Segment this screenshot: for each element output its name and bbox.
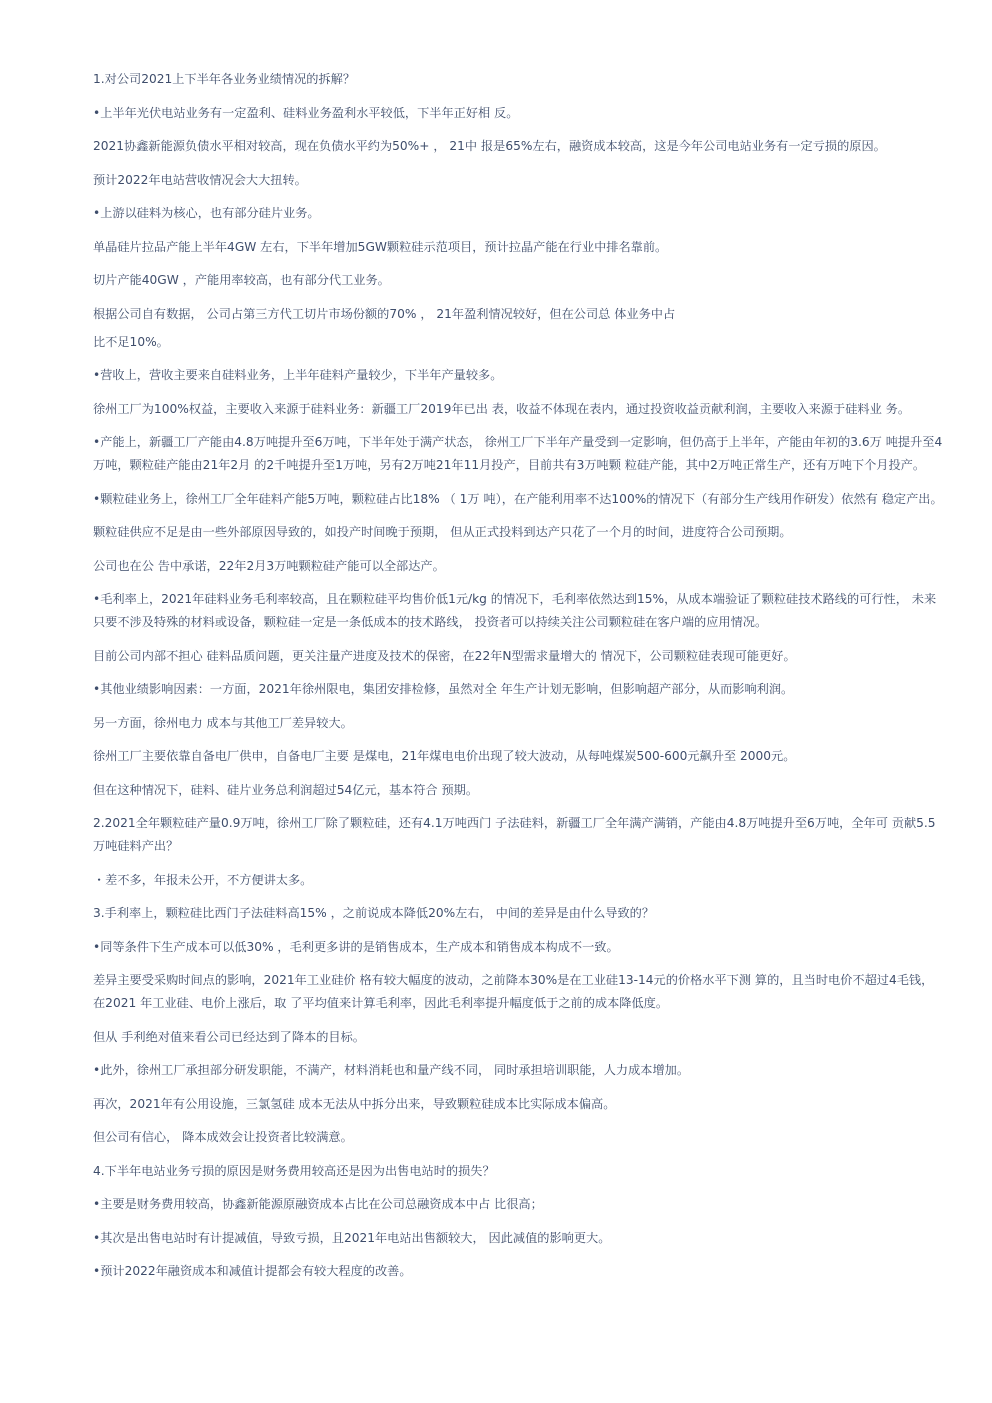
paragraph: 再次，2021年有公用设施，三氯氢硅 成本无法从中拆分出来，导致颗粒硅成本比实际成本偏高。 bbox=[93, 1096, 616, 1111]
document-body bbox=[93, 68, 945, 1294]
paragraph: •其次是出售电站时有计提减值，导致亏损，且2021年电站出售额较大， 因此减值的影响更大。 bbox=[93, 1230, 611, 1245]
paragraph: 4.下半年电站业务亏损的原因是财务费用较高还是因为出售电站时的损失？ bbox=[93, 1163, 495, 1178]
paragraph: •毛利率上，2021年硅料业务毛利率较高，且在颗粒硅平均售价低1元/kg 的情况下，毛利率依然达到15%，从成本端验证了颗粒硅技术路线的可行性， 未来只要不涉及特殊的材料或设备，颗粒硅一定是一条低成本的技术路线， 投资者可以持续关注公司颗粒硅在客户端的应用情况。 bbox=[93, 592, 937, 629]
paragraph: 目前公司内部不担心 硅料品质问题，更关注量产进度及技术的保密，在22年N型需求量增大的 情况下，公司颗粒硅表现可能更好。 bbox=[93, 648, 796, 663]
paragraph: 切片产能40GW ，产能用率较高，也有部分代工业务。 bbox=[93, 273, 390, 287]
paragraph: 预计2022年电站营收情况会大大扭转。 bbox=[93, 172, 307, 187]
paragraph: •此外，徐州工厂承担部分研发职能，不满产，材料消耗也和量产线不同， 同时承担培训职能，人力成本增加。 bbox=[93, 1063, 690, 1077]
paragraph: 差异主要受采购时间点的影响，2021年工业硅价 格有较大幅度的波动，之前降本30%是在工业硅13-14元的价格水平下测 算的，且当时电价不超过4毛钱，在2021 年工业硅、电价上涨后，取 了平均值来计算毛利率，因此毛利率提升幅度低于之前的成本降低度。 bbox=[93, 973, 934, 1010]
paragraph: •营收上，营收主要来自硅料业务，上半年硅料产量较少，下半年产量较多。 bbox=[93, 368, 503, 382]
paragraph: 另一方面，徐州电力 成本与其他工厂差异较大。 bbox=[93, 715, 353, 730]
paragraph: 2.2021全年颗粒硅产量0.9万吨，徐州工厂除了颗粒硅，还有4.1万吨西门 子法硅料，新疆工厂全年满产满销，产能由4.8万吨提升至6万吨，全年可 贡献5.5万吨硅料产出？ bbox=[93, 816, 936, 853]
paragraph: 公司也在公 告中承诺，22年2月3万吨颗粒硅产能可以全部达产。 bbox=[93, 558, 445, 573]
paragraph: 单晶硅片拉品产能上半年4GW 左右，下半年增加5GW颗粒硅示范项目，预计拉晶产能在行业中排名靠前。 bbox=[93, 239, 668, 254]
paragraph: •预计2022年融资成本和减值计提都会有较大程度的改善。 bbox=[93, 1264, 412, 1278]
paragraph: 2021协鑫新能源负债水平相对较高，现在负债水平约为50%+ ， 21中 报是65%左右，融资成本较高，这是今年公司电站业务有一定亏损的原因。 bbox=[93, 139, 886, 153]
paragraph: 根据公司自有数据， 公司占第三方代工切片市场份额的70% ， 21年盈利情况较好，但在公司总 体业务中占 bbox=[93, 306, 676, 321]
paragraph: •产能上，新疆工厂产能由4.8万吨提升至6万吨，下半年处于满产状态， 徐州工厂下半年产量受到一定影响，但仍高于上半年，产能由年初的3.6万 吨提升至4万吨，颗粒硅产能由21年2月 的2千吨提升至1万吨，另有2万吨21年11月投产，目前共有3万吨颗 粒硅产能，其中2万吨正常生产，还有万吨下个月投产。 bbox=[93, 435, 943, 472]
paragraph: •颗粒硅业务上，徐州工厂全年硅料产能5万吨，颗粒硅占比18% （ 1万 吨），在产能利用率不达100%的情况下（有部分生产线用作研发）依然有 稳定产出。 bbox=[93, 491, 943, 506]
paragraph: 3.手利率上，颗粒硅比西门子法硅料高15% ，之前说成本降低20%左右， 中间的差异是由什么导致的？ bbox=[93, 906, 655, 920]
paragraph: •上半年光伏电站业务有一定盈利、硅料业务盈利水平较低，下半年正好相 反。 bbox=[93, 105, 519, 120]
paragraph: 徐州工厂为100%权益，主要收入来源于硅料业务：新疆工厂2019年已出 表，收益不体现在表内，通过投资收益贡献利润，主要收入来源于硅料业 务。 bbox=[93, 401, 911, 416]
paragraph: •同等条件下生产成本可以低30% ，毛利更多讲的是销售成本，生产成本和销售成本构成不一致。 bbox=[93, 939, 619, 954]
paragraph: 徐州工厂主要依靠自备电厂供申，自备电厂主要 是煤电，21年煤电电价出现了较大波动，从每吨煤炭500-600元飙升至 2000元。 bbox=[93, 749, 796, 763]
paragraph: ・差不多，年报未公开，不方便讲太多。 bbox=[93, 872, 313, 887]
paragraph: •上游以硅料为核心，也有部分硅片业务。 bbox=[93, 206, 320, 220]
paragraph: •其他业绩影响因素：一方面，2021年徐州限电，集团安排检修，虽然对全 年生产计划无影响，但影响超产部分，从而影响利润。 bbox=[93, 682, 794, 696]
paragraph: 但在这种情况下，硅料、硅片业务总利润超过54亿元，基本符合 预期。 bbox=[93, 782, 479, 797]
paragraph: •主要是财务费用较高，协鑫新能源原融资成本占比在公司总融资成本中占 比很高； bbox=[93, 1197, 543, 1211]
paragraph: 但公司有信心， 降本成效会让投资者比较满意。 bbox=[93, 1130, 353, 1144]
paragraph: 比不足10%。 bbox=[93, 334, 169, 349]
paragraph: 颗粒硅供应不足是由一些外部原因导致的，如投产时间晚于预期， 但从正式投料到达产只花了一个月的时间，进度符合公司预期。 bbox=[93, 525, 792, 539]
paragraph: 1.对公司2021上下半年各业务业绩情况的拆解？ bbox=[93, 72, 356, 86]
paragraph: 但从 手利绝对值来看公司已经达到了降本的目标。 bbox=[93, 1029, 365, 1044]
